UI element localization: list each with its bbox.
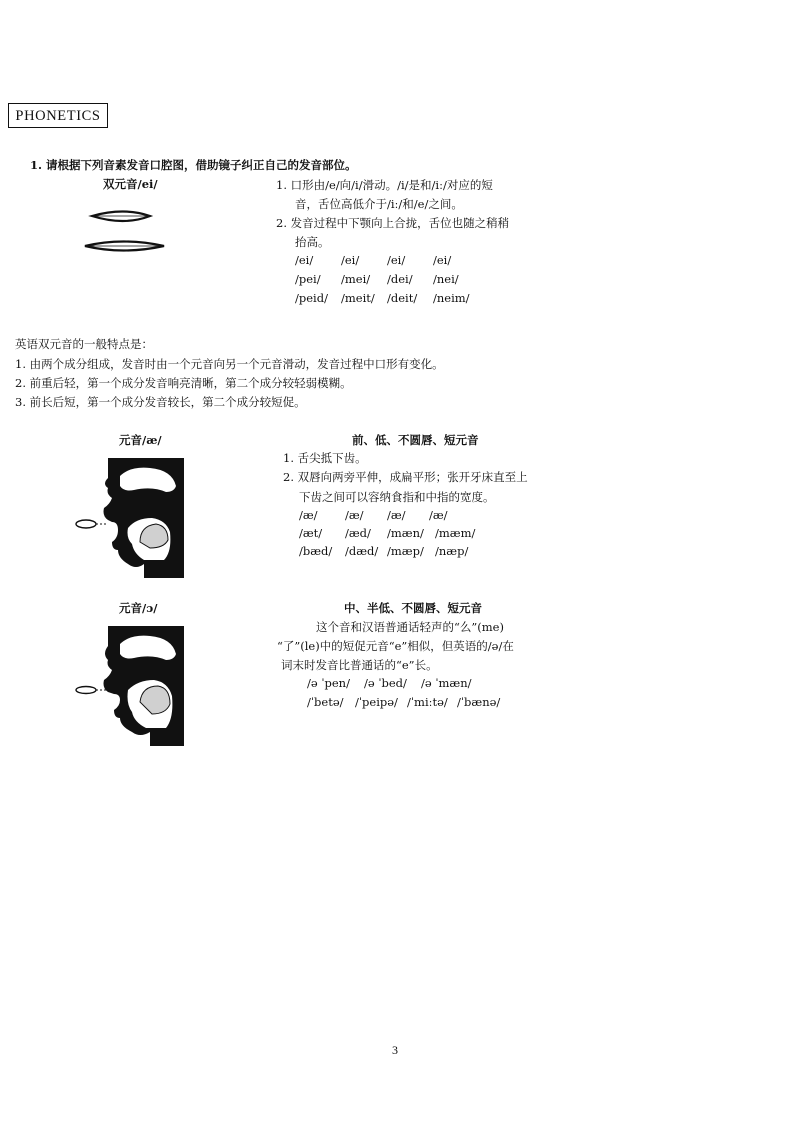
schwa-title: 元音/ɔ/ <box>119 601 158 615</box>
example-word: /mæm/ <box>435 526 476 540</box>
ae-examples-row-2 <box>299 526 475 540</box>
example-word: /ə ˈpen/ <box>307 676 350 690</box>
ei-point-2: 2. 发音过程中下颚向上合拢，舌位也随之稍稍 <box>276 216 510 230</box>
lip-shape-flat-icon <box>85 242 164 251</box>
example-word: /æ/ <box>345 508 364 522</box>
example-word: /æ/ <box>299 508 318 522</box>
example-word: /æt/ <box>299 526 323 540</box>
ei-examples-row-1 <box>295 253 451 267</box>
example-word: /dei/ <box>387 272 413 286</box>
example-word: /ei/ <box>341 253 360 267</box>
schwa-point-2: “了”(le)中的短促元音“e”相似，但英语的/ə/在 <box>277 639 514 653</box>
example-word: /pei/ <box>295 272 321 286</box>
schwa-point-1: 这个音和汉语普通话轻声的“么”(me) <box>316 620 504 634</box>
example-word: /bæd/ <box>299 544 333 558</box>
ae-examples-row-1 <box>299 508 448 522</box>
example-word: /ˈbetə/ <box>307 695 344 709</box>
example-word: /meit/ <box>341 291 375 305</box>
ei-point-2-cont: 抬高。 <box>295 235 330 249</box>
example-word: /mei/ <box>341 272 371 286</box>
ei-title: 双元音/ei/ <box>103 177 158 191</box>
lip-shape-diagram <box>80 204 170 264</box>
ei-point-1-cont: 音，舌位高低介于/iː/和/e/之间。 <box>295 197 463 211</box>
ae-point-2: 2. 双唇向两旁平伸，成扁平形；张开牙床直至上 <box>283 470 528 484</box>
general-title: 英语双元音的一般特点是： <box>15 337 153 351</box>
example-word: /peid/ <box>295 291 328 305</box>
schwa-point-3: 词末时发音比普通话的“e”长。 <box>281 658 438 672</box>
general-item-3: 3. 前长后短，第一个成分发音较长，第二个成分较短促。 <box>15 395 306 409</box>
ae-mouth-diagram <box>74 456 190 580</box>
airflow-icon <box>76 687 108 694</box>
example-word: /ei/ <box>295 253 314 267</box>
ae-point-1: 1. 舌尖抵下齿。 <box>283 451 367 465</box>
section-title: PHONETICS <box>8 103 108 128</box>
example-word: /neim/ <box>433 291 470 305</box>
example-word: /ˈpeipə/ <box>355 695 398 709</box>
example-word: /æd/ <box>345 526 371 540</box>
general-item-2: 2. 前重后轻，第一个成分发音响亮清晰，第二个成分较轻弱模糊。 <box>15 376 352 390</box>
example-word: /ei/ <box>433 253 452 267</box>
schwa-mouth-diagram <box>74 624 190 748</box>
example-word: /ə ˈbed/ <box>364 676 407 690</box>
example-word: /mæp/ <box>387 544 424 558</box>
ei-examples-row-2 <box>295 272 459 286</box>
airflow-icon <box>76 520 108 528</box>
page-number: 3 <box>392 1043 398 1057</box>
example-word: /æ/ <box>387 508 406 522</box>
ae-heading: 前、低、不圆唇、短元音 <box>352 433 479 447</box>
schwa-heading: 中、半低、不圆唇、短元音 <box>344 601 482 615</box>
example-word: /mæn/ <box>387 526 424 540</box>
example-word: /ˈmiːtə/ <box>407 695 448 709</box>
ae-title: 元音/æ/ <box>119 433 162 447</box>
ae-examples-row-3 <box>299 544 468 558</box>
ei-examples-row-3 <box>295 291 470 305</box>
example-word: /ə ˈmæn/ <box>421 676 472 690</box>
example-word: /æ/ <box>429 508 448 522</box>
example-word: /dæd/ <box>345 544 379 558</box>
ae-point-2-cont: 下齿之间可以容纳食指和中指的宽度。 <box>299 490 495 504</box>
example-word: /næp/ <box>435 544 469 558</box>
schwa-examples-row-1 <box>307 676 472 690</box>
example-word: /deit/ <box>387 291 418 305</box>
example-word: /ei/ <box>387 253 406 267</box>
task-instruction: 1. 请根据下列音素发音口腔图，借助镜子纠正自己的发音部位。 <box>30 158 357 172</box>
general-item-1: 1. 由两个成分组成，发音时由一个元音向另一个元音滑动，发音过程中口形有变化。 <box>15 357 444 371</box>
example-word: /ˈbænə/ <box>457 695 501 709</box>
ei-point-1: 1. 口形由/e/向/i/滑动。/i/是和/iː/对应的短 <box>276 178 493 192</box>
lip-shape-narrow-icon <box>92 212 150 222</box>
schwa-examples-row-2 <box>307 695 500 709</box>
example-word: /nei/ <box>433 272 459 286</box>
